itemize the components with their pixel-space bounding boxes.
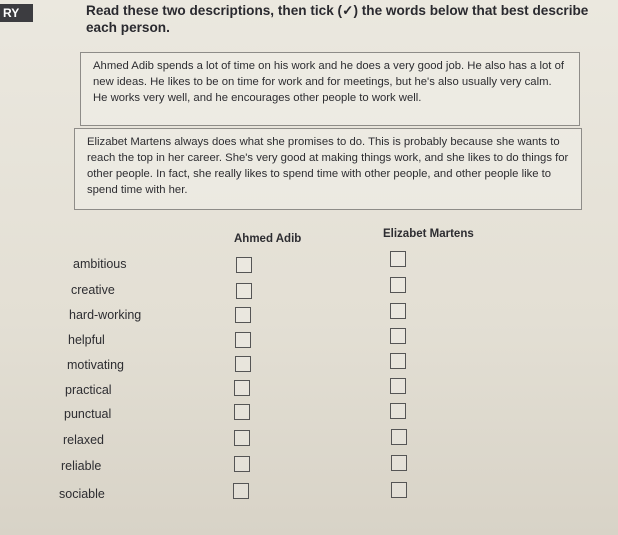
checkbox-elizabet-creative[interactable] xyxy=(390,277,406,293)
checkbox-elizabet-motivating[interactable] xyxy=(390,353,406,369)
checkbox-ahmed-practical[interactable] xyxy=(234,380,250,396)
word-practical: practical xyxy=(65,383,112,397)
checkbox-ahmed-motivating[interactable] xyxy=(235,356,251,372)
checkbox-ahmed-hard-working[interactable] xyxy=(235,307,251,323)
checkbox-ahmed-sociable[interactable] xyxy=(233,483,249,499)
word-reliable: reliable xyxy=(61,459,102,473)
checkbox-elizabet-ambitious[interactable] xyxy=(390,251,406,267)
word-creative: creative xyxy=(71,283,115,297)
description-text: Elizabet Martens always does what she promises to do. This is probably because she wants to reach the top in her career. She's very good at making things work, and she likes to do things for other people. In fact, she really likes to spend time with other people, and other people like to spend time with her. xyxy=(87,136,569,196)
description-elizabet-martens xyxy=(74,128,582,210)
column-header-elizabet-martens: Elizabet Martens xyxy=(383,228,474,240)
checkbox-ahmed-creative[interactable] xyxy=(236,283,252,299)
checkbox-ahmed-punctual[interactable] xyxy=(234,404,250,420)
section-tag: RY xyxy=(0,4,33,22)
checkbox-ahmed-relaxed[interactable] xyxy=(234,430,250,446)
checkbox-ahmed-reliable[interactable] xyxy=(234,456,250,472)
word-sociable: sociable xyxy=(59,487,105,501)
word-motivating: motivating xyxy=(67,358,124,372)
checkbox-elizabet-hard-working[interactable] xyxy=(390,303,406,319)
description-ahmed-adib xyxy=(80,52,580,126)
word-helpful: helpful xyxy=(68,333,105,347)
word-ambitious: ambitious xyxy=(73,257,127,271)
exercise-instruction: Read these two descriptions, then tick (✓) the words below that best describe each person. xyxy=(86,3,589,35)
checkbox-elizabet-punctual[interactable] xyxy=(390,403,406,419)
word-hard-working: hard-working xyxy=(69,308,142,322)
word-punctual: punctual xyxy=(64,407,112,421)
checkbox-ahmed-ambitious[interactable] xyxy=(236,257,252,273)
word-relaxed: relaxed xyxy=(63,433,104,447)
checkbox-elizabet-sociable[interactable] xyxy=(391,482,407,498)
checkbox-elizabet-relaxed[interactable] xyxy=(391,429,407,445)
checkbox-elizabet-helpful[interactable] xyxy=(390,328,406,344)
checkbox-elizabet-practical[interactable] xyxy=(390,378,406,394)
checkbox-ahmed-helpful[interactable] xyxy=(235,332,251,348)
description-text: Ahmed Adib spends a lot of time on his work and he does a very good job. He also has a lot of new ideas. He likes to be on time for work and for meetings, but he's also usually very calm. He works very well, and he encourages other people to work well. xyxy=(93,60,564,104)
checkbox-elizabet-reliable[interactable] xyxy=(391,455,407,471)
column-header-ahmed-adib: Ahmed Adib xyxy=(234,233,302,245)
